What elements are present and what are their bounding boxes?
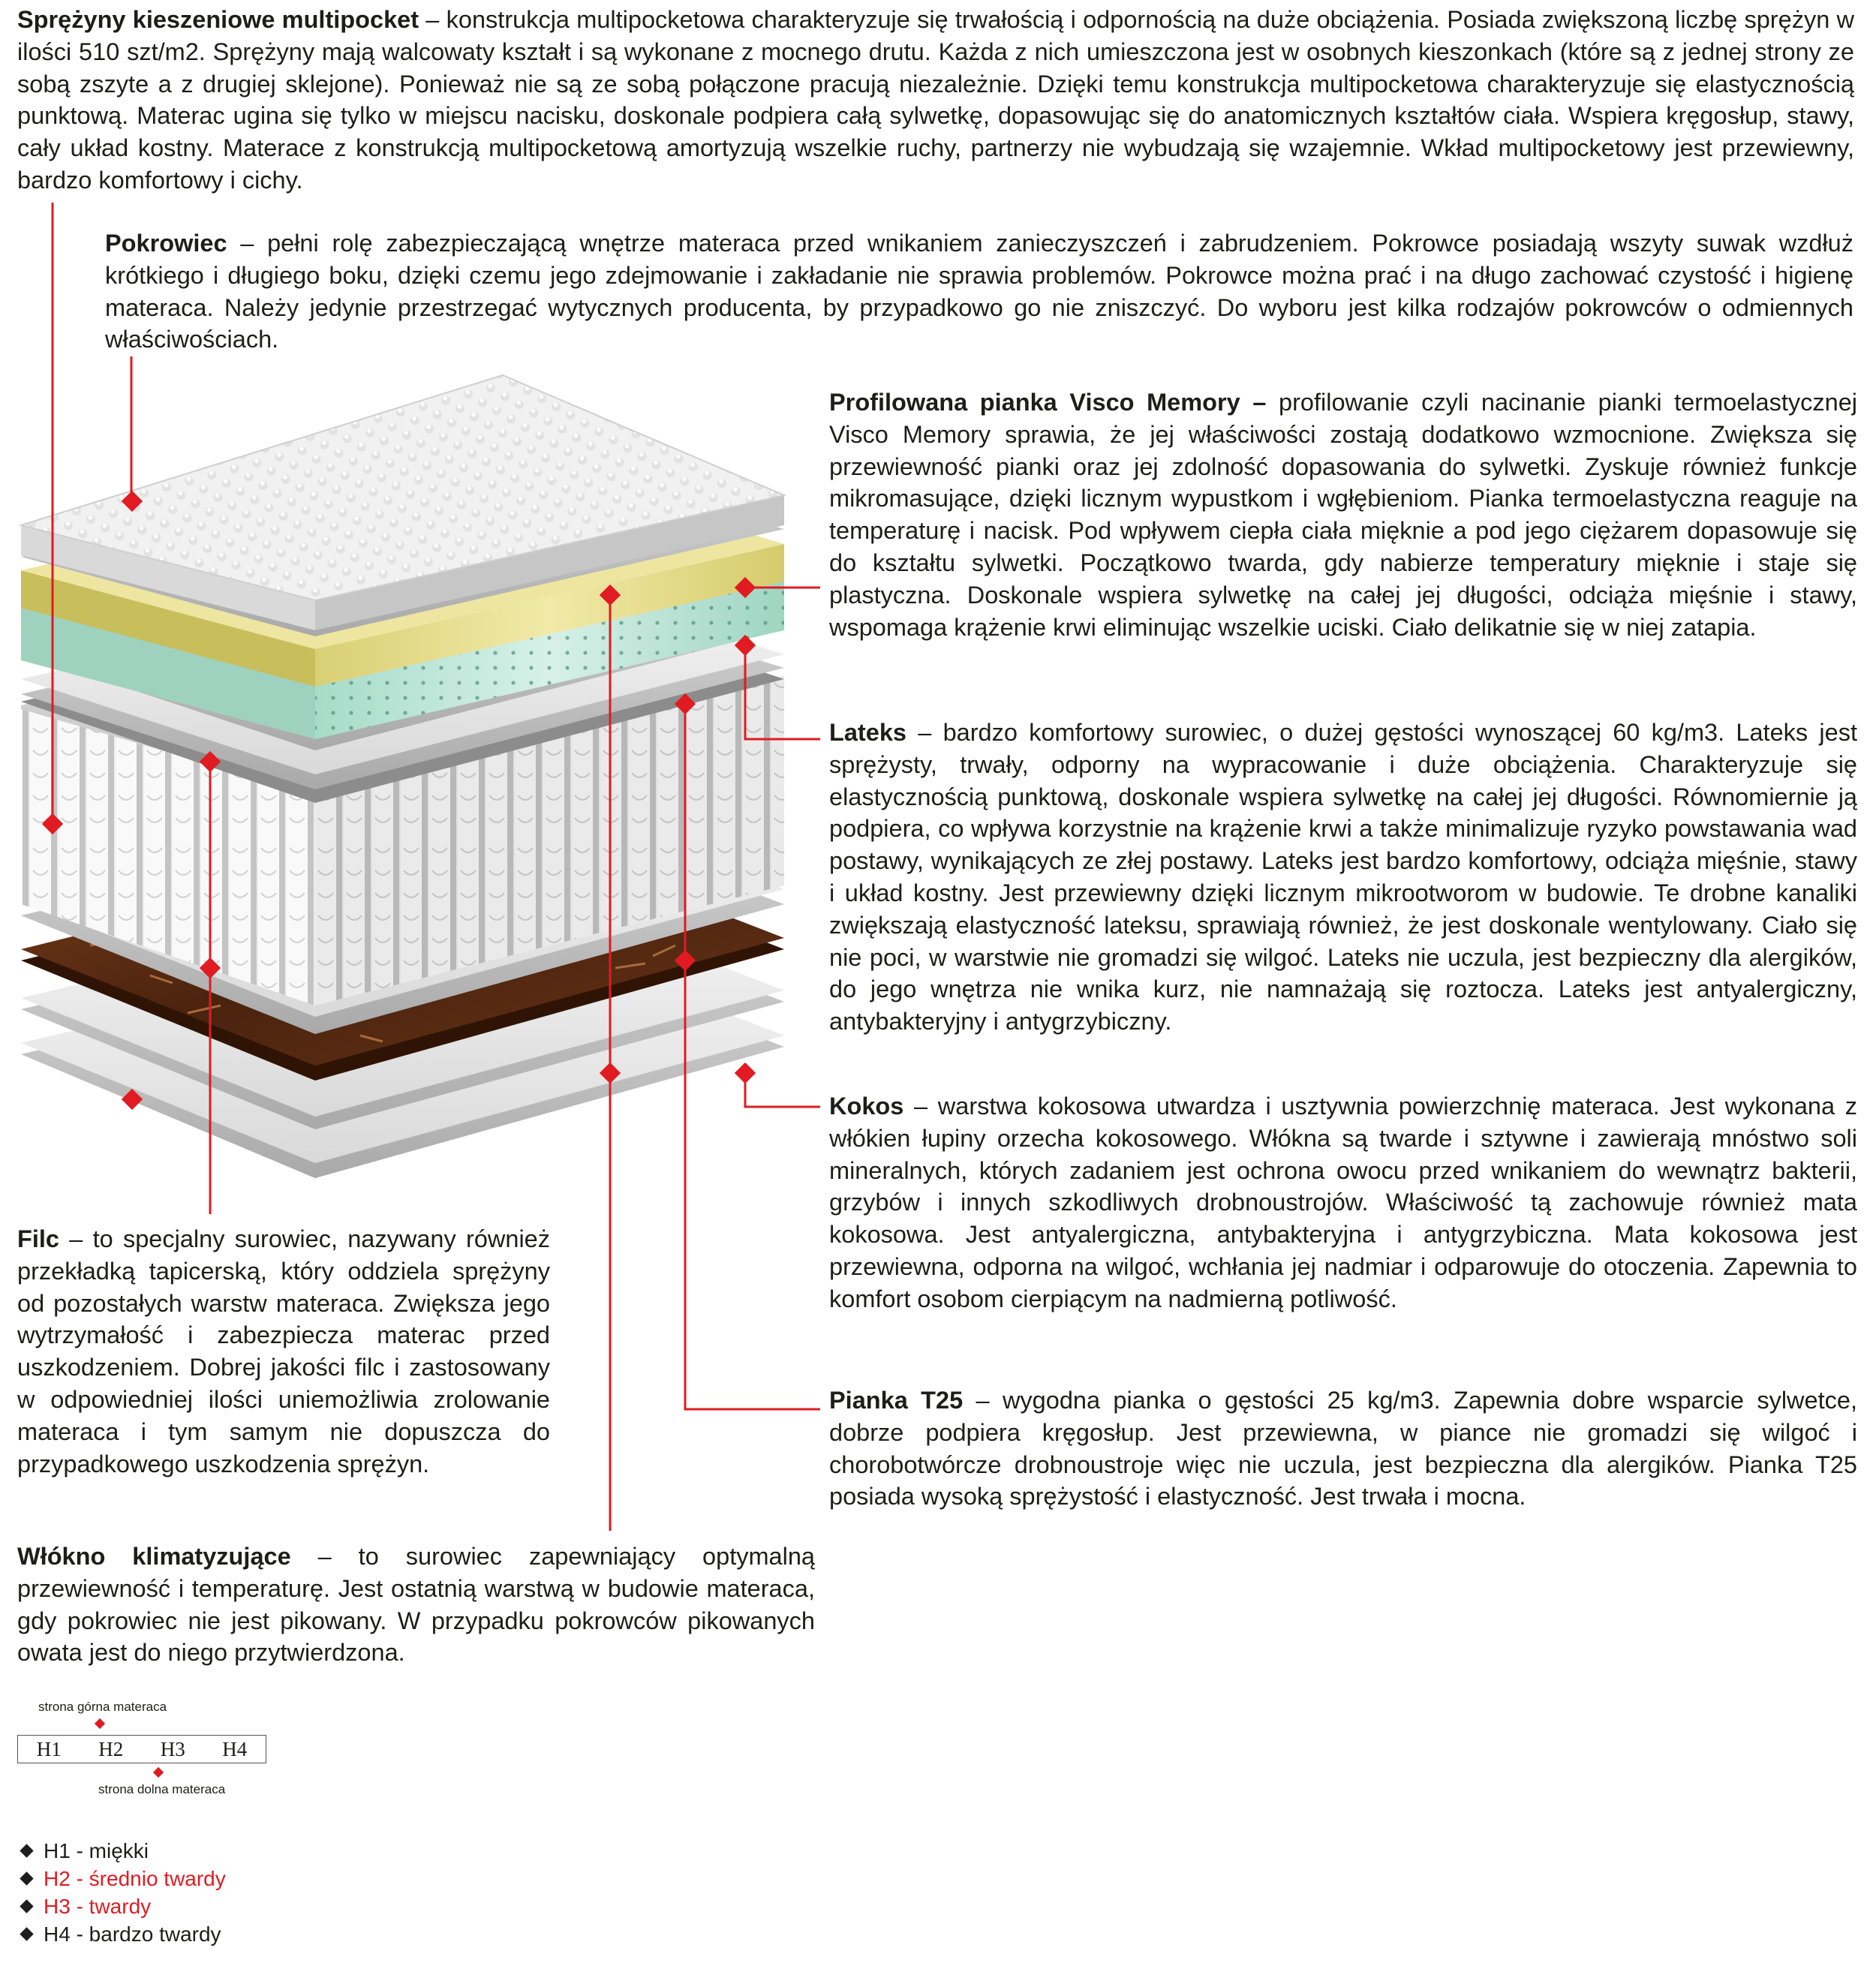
black-diamond-bullet-icon bbox=[20, 1844, 33, 1857]
scale-top-caption: strona górna materaca bbox=[38, 1700, 167, 1714]
legend-item bbox=[17, 1837, 226, 1865]
legend-label: H4 - bardzo twardy bbox=[44, 1922, 221, 1946]
foam-t25-description bbox=[829, 1384, 1857, 1513]
section-title: Pokrowiec bbox=[105, 230, 227, 257]
section-text: – warstwa kokosowa utwardza i usztywnia powierzchnię materaca. Jest wykonana z włókien łupiny orzecha kokosowego. Włókna są twarde i sztywne i zawierają mnóstwo soli mineralnych, których zadaniem jest ochrona owocu przed wnikaniem do wewnątrz bakterii, grzybów i innych szkodliwych drobnoustrojów. Właściwość tą zachowuje również mata kokosowa. Jest antyalergiczna, antybakteryjna i antygrzybiczna. Mata kokosowa jest przewiewna, odporna na wilgoć, wchłania jej nadmiar i odparowuje do otoczenia. Zapewnia to komfort osobom cierpiącym na nadmierną potliwość. bbox=[829, 1093, 1857, 1312]
scale-level-h2: H2 bbox=[98, 1738, 124, 1760]
firmness-scale bbox=[17, 1700, 287, 1797]
firmness-legend bbox=[17, 1837, 226, 1948]
pocket-springs-description bbox=[17, 4, 1854, 197]
felt-description bbox=[17, 1223, 550, 1480]
section-title: Lateks bbox=[829, 719, 906, 746]
legend-label: H2 - średnio twardy bbox=[44, 1867, 226, 1890]
scale-bottom-caption: strona dolna materaca bbox=[98, 1782, 226, 1796]
red-diamond-marker-icon bbox=[92, 1716, 107, 1731]
section-title: Kokos bbox=[829, 1093, 904, 1120]
section-text: – to surowiec zapewniający optymalną przewiewność i temperaturę. Jest ostatnią warstwą w budowie materaca, gdy pokrowiec nie jest pikowany. W przypadku pokrowców pikowanych owata jest do niego przytwierdzona. bbox=[17, 1543, 815, 1667]
section-title: Sprężyny kieszeniowe multipocket bbox=[17, 6, 419, 33]
red-diamond-marker-icon bbox=[151, 1765, 166, 1780]
climate-fiber-description bbox=[17, 1541, 815, 1669]
legend-item bbox=[17, 1865, 226, 1892]
section-title: Profilowana pianka Visco Memory – bbox=[829, 389, 1267, 416]
section-text: profilowanie czyli nacinanie pianki termoelastycznej Visco Memory sprawia, że jej właściwości zostają dodatkowo wzmocnione. Zwiększa się przewiewność pianki oraz jej zdolność dopasowania do sylwetki. Zyskuje również funkcje mikromasujące, dzięki licznym wypustkom i wgłębieniom. Pianka termoelastyczna reaguje na temperaturę i nacisk. Pod wpływem ciepła ciała mięknie a pod jego ciężarem dopasowuje się do kształtu sylwetki. Początkowo twarda, gdy nabierze temperatury mięknie i staje się plastyczna. Doskonale wspiera sylwetkę na całej jej długości, odciąża mięśnie i stawy, wspomaga krążenie krwi eliminując wszelkie uciski. Ciało delikatnie się w niej zatapia. bbox=[829, 389, 1857, 641]
legend-label: H3 - twardy bbox=[44, 1895, 152, 1918]
black-diamond-bullet-icon bbox=[20, 1899, 33, 1913]
cover-description bbox=[105, 227, 1853, 356]
black-diamond-bullet-icon bbox=[20, 1871, 33, 1885]
section-text: – to specjalny surowiec, nazywany również przekładką tapicerską, który oddziela sprężyny od pozostałych warstw materaca. Zwiększa jego wytrzymałość i zabezpiecza materac przed uszkodzeniem. Dobrej jakości filc i zastosowany w odpowiedniej ilości uniemożliwia zrolowanie materaca i tym samym nie dopuszcza do przypadkowego uszkodzenia sprężyn. bbox=[17, 1225, 550, 1477]
scale-level-h3: H3 bbox=[160, 1738, 185, 1760]
scale-level-h4: H4 bbox=[222, 1738, 248, 1760]
black-diamond-bullet-icon bbox=[20, 1927, 33, 1940]
legend-item bbox=[17, 1892, 226, 1920]
section-title: Pianka T25 bbox=[829, 1387, 964, 1414]
section-text: – bardzo komfortowy surowiec, o dużej gęstości wynoszącej 60 kg/m3. Lateks jest sprężysty, trwały, odporny na wypracowanie i duże obciążenia. Charakteryzuje się elastycznością punktową, doskonale wspiera sylwetkę na całej jej długości. Równomiernie ją podpiera, co wpływa korzystnie na krążenie krwi a także minimalizuje ryzyko powstawania wad postawy, wynikających ze złej postawy. Lateks jest bardzo komfortowy, odciąża mięśnie, stawy i układ kostny. Jest przewiewny dzięki licznym mikrootworom w budowie. Te drobne kanaliki zwiększają elastyczność lateksu, sprawiają również, że jest doskonale wentylowany. Ciało się nie poci, w warstwie nie gromadzi się wilgoć. Lateks nie uczula, jest bezpieczny dla alergików, do jego wnętrza nie wnika kurz, nie namnażają się roztocza. Lateks jest antyalergiczny, antybakteryjny i antygrzybiczny. bbox=[829, 719, 1857, 1036]
latex-description bbox=[829, 717, 1857, 1038]
section-text: – wygodna pianka o gęstości 25 kg/m3. Zapewnia dobre wsparcie sylwetce, dobrze podpiera kręgosłup. Jest przewiewna, w piance nie gromadzi się wilgoć i chorobotwórcze drobnoustroje więc nie uczula, jest bezpieczna dla alergików. Pianka T25 posiada wysoką sprężystość i elastyczność. Jest trwała i mocna. bbox=[829, 1387, 1857, 1511]
section-title: Filc bbox=[17, 1225, 59, 1252]
coconut-description bbox=[829, 1090, 1857, 1315]
section-text: – pełni rolę zabezpieczającą wnętrze materaca przed wnikaniem zanieczyszczeń i zabrudzeniem. Pokrowce posiadają wszyty suwak wzdłuż krótkiego i długiego boku, dzięki czemu jego zdejmowanie i zakładanie nie sprawia problemów. Pokrowce można prać i na długo zachować czystość i higienę materaca. Należy jedynie przestrzegać wytycznych producenta, by przypadkowo go nie zniszczyć. Do wyboru jest kilka rodzajów pokrowców o odmiennych właściwościach. bbox=[105, 230, 1853, 353]
legend-item bbox=[17, 1920, 226, 1948]
section-text: – konstrukcja multipocketowa charakteryzuje się trwałością i odpornością na duże obciążenia. Posiada zwiększoną liczbę sprężyn w ilości 510 szt/m2. Sprężyny mają walcowaty kształt i są wykonane z mocnego drutu. Każda z nich umieszczona jest w osobnych kieszonkach (które są z jednej strony ze sobą zszyte a z drugiej sklejone). Ponieważ nie są ze sobą połączone pracują niezależnie. Dzięki temu konstrukcja multipocketowa charakteryzuje się elastycznością punktową. Materac ugina się tylko w miejscu nacisku, doskonale podpiera całą sylwetkę, dopasowując się do anatomicznych kształtów ciała. Wspiera kręgosłup, stawy, cały układ kostny. Materace z konstrukcją multipocketową amortyzują wszelkie ruchy, partnerzy nie wybudzają się wzajemnie. Wkład multipocketowy jest przewiewny, bardzo komfortowy i cichy. bbox=[17, 6, 1854, 194]
visco-memory-description bbox=[829, 386, 1857, 643]
section-title: Włókno klimatyzujące bbox=[17, 1543, 291, 1570]
scale-box bbox=[17, 1735, 266, 1763]
scale-level-h1: H1 bbox=[36, 1738, 62, 1760]
legend-label: H1 - miękki bbox=[44, 1839, 149, 1862]
